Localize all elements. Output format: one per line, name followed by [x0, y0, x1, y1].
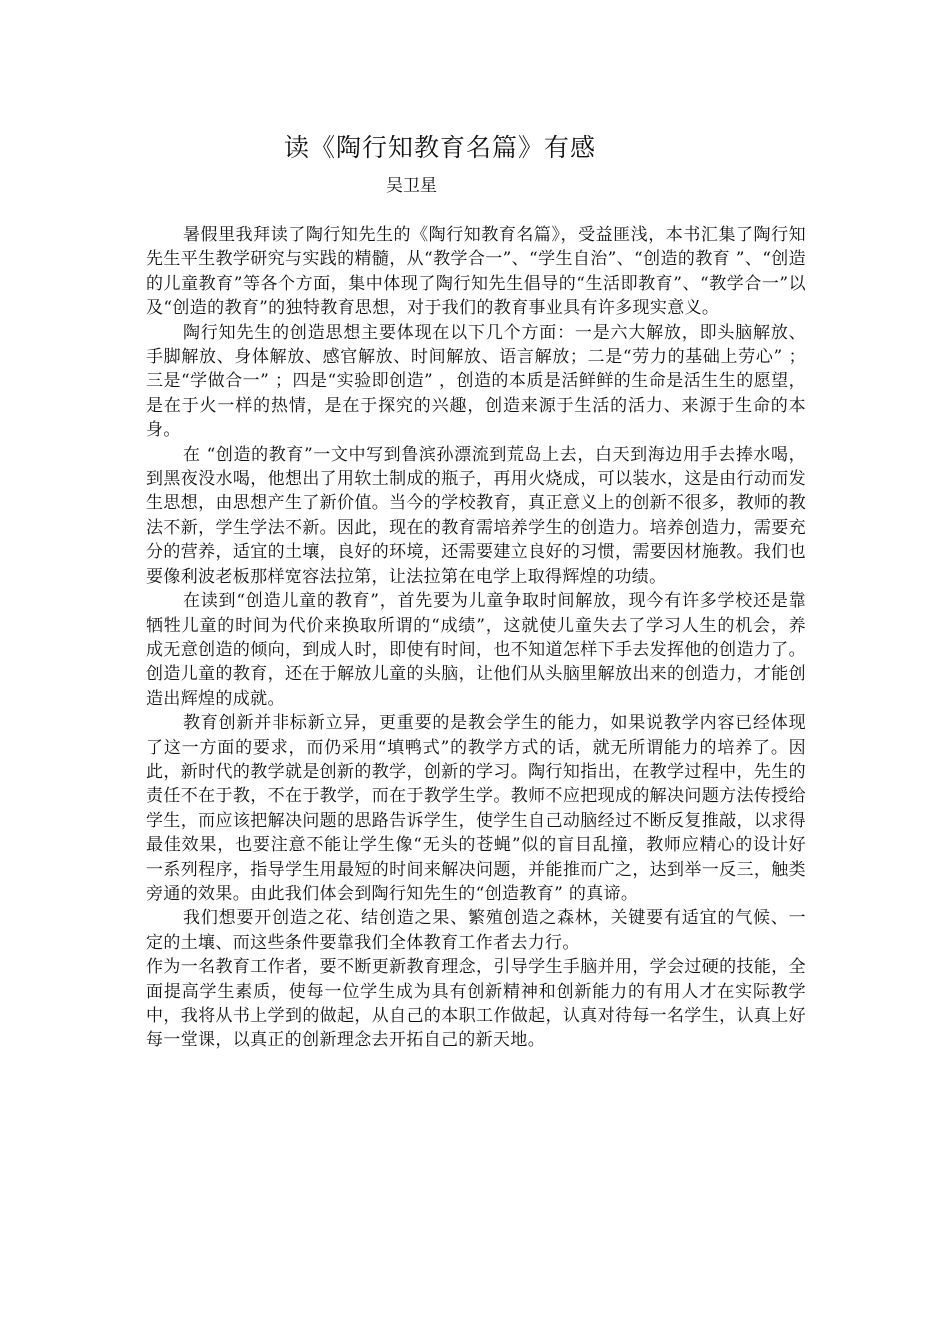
- paragraph-1: 暑假里我拜读了陶行知先生的《陶行知教育名篇》，受益匪浅，本书汇集了陶行知先生平生教学研究与实践的精髓，从“教学合一”、“学生自治”、“创造的教育 ”、“创造的儿童教育”等各个方面，集中体现了陶行知先生倡导的“生活即教育”、“教学合一”以及“创造的教育”的独特教育思想，对于我们的教育事业具有许多现实意义。: [146, 225, 806, 319]
- document-title: 读《陶行知教育名篇》有感: [284, 133, 597, 162]
- paragraph-4: 在读到“创造儿童的教育”，首先要为儿童争取时间解放，现今有许多学校还是靠牺牲儿童的时间为代价来换取所谓的“成绩”，这就使儿童失去了学习人生的机会，养成无意创造的倾向，到成人时，即使有时间，也不知道怎样下手去发挥他的创造力了。创造儿童的教育，还在于解放儿童的头脑，让他们从头脑里解放出来的创造力，才能创造出辉煌的成就。: [146, 591, 806, 709]
- paragraph-7: 作为一名教育工作者，要不断更新教育理念，引导学生手脑并用，学会过硬的技能，全面提高学生素质，使每一位学生成为具有创新精神和创新能力的有用人才在实际教学中，我将从书上学到的做起，从自己的本职工作做起，认真对待每一名学生，认真上好每一堂课，以真正的创新理念去开拓自己的新天地。: [146, 957, 806, 1051]
- paragraph-6: 我们想要开创造之花、结创造之果、繁殖创造之森林，关键要有适宜的气候、一定的土壤、而这些条件要靠我们全体教育工作者去力行。: [146, 908, 806, 953]
- paragraph-2: 陶行知先生的创造思想主要体现在以下几个方面：一是六大解放，即头脑解放、手脚解放、身体解放、感官解放、时间解放、语言解放；二是“劳力的基础上劳心” ；三是“学做合一” ；四是“实验即创造” ，创造的本质是活鲜鲜的生命是活生生的愿望，是在于火一样的热情，是在于探究的兴趣，创造来源于生活的活力、来源于生命的本身。: [146, 322, 806, 441]
- author-name: 吴卫星: [386, 176, 437, 196]
- paragraph-3: 在 “创造的教育”一文中写到鲁滨孙漂流到荒岛上去，白天到海边用手去捧水喝，到黑夜没水喝，他想出了用软土制成的瓶子，再用火烧成，可以装水，这是由行动而发生思想，由思想产生了新价值。当今的学校教育，真正意义上的创新不很多，教师的教法不新，学生学法不新。因此，现在的教育需培养学生的创造力。培养创造力，需要充分的营养，适宜的土壤，良好的环境，还需要建立良好的习惯，需要因材施教。我们也要像利波老板那样宽容法拉第，让法拉第在电学上取得辉煌的功绩。: [146, 444, 806, 587]
- document-body: [146, 223, 806, 1053]
- paragraph-5: 教育创新并非标新立异，更重要的是教会学生的能力，如果说教学内容已经体现了这一方面的要求，而仍采用“填鸭式”的教学方式的话，就无所谓能力的培养了。因此，新时代的教学就是创新的教学，创新的学习。陶行知指出，在教学过程中，先生的责任不在于教，不在于教学，而在于教学生学。教师不应把现成的解决问题方法传授给学生，而应该把解决问题的思路告诉学生，使学生自己动脑经过不断反复推敲，以求得最佳效果，也要注意不能让学生像“无头的苍蝇”似的盲目乱撞，教师应精心的设计好一系列程序，指导学生用最短的时间来解决问题，并能推而广之，达到举一反三，触类旁通的效果。由此我们体会到陶行知先生的“创造教育” 的真谛。: [146, 713, 806, 904]
